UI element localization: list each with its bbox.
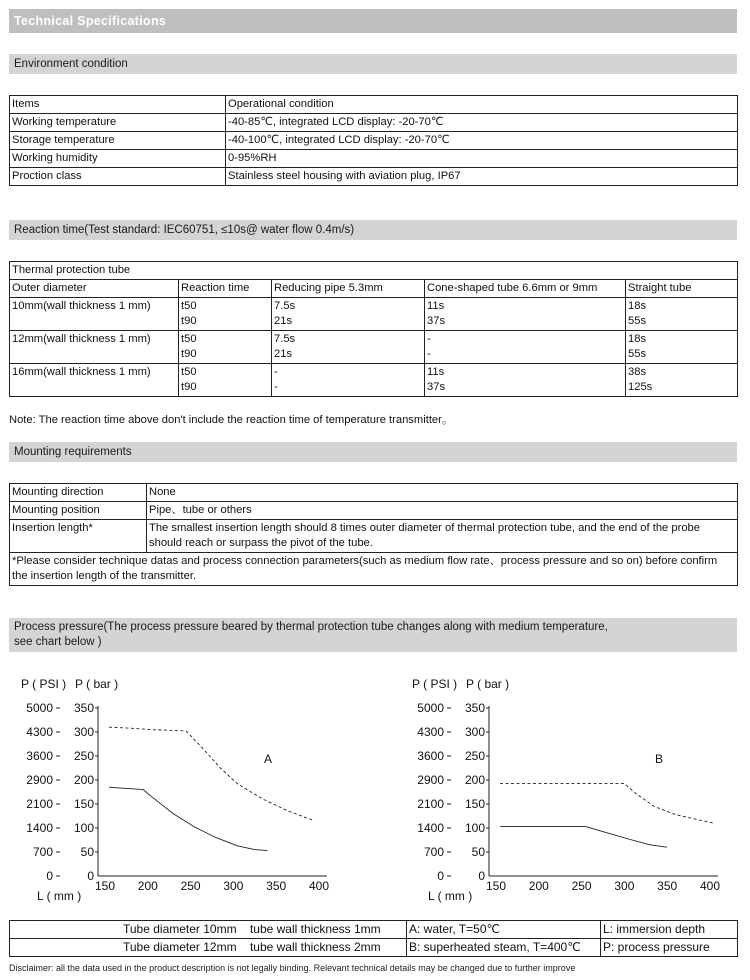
bar-tick-label: 0 — [87, 869, 94, 883]
bar-tick-label: 300 — [73, 725, 94, 739]
env-cell: 0-95%RH — [226, 150, 738, 168]
table-row — [10, 298, 738, 331]
x-axis-label: L ( mm ) — [37, 889, 82, 903]
psi-tick-label: 5000 — [417, 701, 444, 715]
x-tick-label: 250 — [180, 879, 201, 893]
env-cell: Operational condition — [226, 96, 738, 114]
value: 11s — [427, 366, 445, 378]
env-cell: Proction class — [10, 168, 226, 186]
psi-tick-label: 3600 — [417, 749, 444, 763]
x-tick-label: 200 — [528, 879, 549, 893]
psi-tick-label: 5000 — [26, 701, 53, 715]
psi-tick-label: 2900 — [26, 773, 53, 787]
t-label: t50 — [181, 300, 197, 312]
psi-tick-label: 700 — [32, 845, 53, 859]
psi-tick-label: 4300 — [26, 725, 53, 739]
bar-tick-label: 100 — [73, 821, 94, 835]
psi-tick-label: 700 — [423, 845, 444, 859]
page-title-text: Technical Specifications — [14, 14, 167, 28]
env-cell: Stainless steel housing with aviation plug, IP67 — [226, 168, 738, 186]
reaction-heading — [9, 220, 737, 240]
env-cell: Storage temperature — [10, 132, 226, 150]
legend-row — [10, 921, 738, 939]
t-label: t90 — [181, 315, 197, 327]
column-header: Outer diameter — [10, 280, 179, 298]
table-row — [10, 168, 738, 186]
series-line-solid — [500, 827, 667, 848]
straight-cell — [626, 298, 738, 331]
chart-b-svg — [400, 672, 730, 910]
psi-tick-label: 1400 — [417, 821, 444, 835]
table-row — [10, 520, 738, 553]
legend-diameter: Tube diameter 10mm — [123, 922, 237, 936]
psi-tick-label: 2900 — [417, 773, 444, 787]
t-label: t50 — [181, 333, 197, 345]
psi-tick-label: 2100 — [26, 797, 53, 811]
table-row — [10, 484, 738, 502]
table-row — [10, 150, 738, 168]
value: 55s — [628, 348, 647, 360]
x-tick-label: 150 — [485, 879, 507, 893]
y-axis-label-bar: P ( bar ) — [75, 677, 119, 691]
value: 55s — [628, 315, 647, 327]
legend-medium: A: water, T=50℃ — [407, 921, 601, 939]
value: 125s — [628, 381, 653, 393]
table-row — [10, 262, 738, 280]
y-axis-label-psi: P ( PSI ) — [21, 677, 67, 691]
legend-abbrev: L: immersion depth — [601, 921, 738, 939]
cone-cell — [425, 364, 626, 397]
t-label: t90 — [181, 381, 197, 393]
legend-row — [10, 939, 738, 957]
x-tick-label: 400 — [699, 879, 721, 893]
cone-cell — [425, 331, 626, 364]
diameter-cell: 12mm(wall thickness 1 mm) — [10, 331, 179, 364]
bar-tick-label: 350 — [464, 701, 485, 715]
legend-series-cell — [10, 921, 407, 939]
mounting-cell: None — [147, 484, 738, 502]
value: 11s — [427, 300, 445, 312]
chart-b — [400, 672, 730, 910]
reducing-cell — [272, 331, 425, 364]
mounting-heading-text: Mounting requirements — [14, 446, 132, 458]
legend-abbrev: P: process pressure — [601, 939, 738, 957]
environment-heading-text: Environment condition — [14, 58, 128, 70]
x-tick-label: 200 — [137, 879, 158, 893]
legend-wall: tube wall thickness 1mm — [249, 922, 381, 936]
legend-wall: tube wall thickness 2mm — [249, 940, 381, 954]
x-tick-label: 350 — [657, 879, 678, 893]
value: 37s — [427, 315, 446, 327]
reaction-table-title: Thermal protection tube — [10, 262, 738, 280]
chart-a-svg — [9, 672, 339, 910]
reaction-table — [9, 261, 738, 397]
series-line-solid — [109, 787, 267, 850]
mounting-cell: Mounting direction — [10, 484, 147, 502]
bar-tick-label: 50 — [471, 845, 485, 859]
t-label: t90 — [181, 348, 197, 360]
mounting-cell: Insertion length* — [10, 520, 147, 553]
x-tick-label: 400 — [308, 879, 330, 893]
y-axis-label-bar: P ( bar ) — [466, 677, 510, 691]
reaction-time-cell — [179, 364, 272, 397]
reaction-note: Note: The reaction time above don't include the reaction time of temperature transmitter。 — [9, 414, 454, 426]
psi-tick-label: 3600 — [26, 749, 53, 763]
x-tick-label: 250 — [571, 879, 592, 893]
value: 37s — [427, 381, 446, 393]
reaction-time-cell — [179, 298, 272, 331]
value: - — [427, 348, 431, 360]
diameter-cell: 10mm(wall thickness 1 mm) — [10, 298, 179, 331]
pressure-heading-line: see chart below ) — [14, 636, 102, 648]
value: 18s — [628, 333, 647, 345]
x-axis-label: L ( mm ) — [428, 889, 473, 903]
table-row — [10, 96, 738, 114]
x-tick-label: 150 — [94, 879, 116, 893]
reaction-time-cell — [179, 331, 272, 364]
bar-tick-label: 150 — [73, 797, 94, 811]
value: 7.5s — [274, 333, 296, 345]
env-cell: Working temperature — [10, 114, 226, 132]
value: 18s — [628, 300, 647, 312]
value: 38s — [628, 366, 647, 378]
straight-cell — [626, 331, 738, 364]
page-title — [9, 9, 737, 33]
column-header: Straight tube — [626, 280, 738, 298]
mounting-cell: The smallest insertion length should 8 times outer diameter of thermal protection tube, and the end of the probe should reach or surpass the pivot of the tube. — [147, 520, 738, 553]
value: - — [274, 381, 278, 393]
reducing-cell — [272, 364, 425, 397]
mounting-footnote: *Please consider technique datas and process connection parameters(such as medium flow rate、process pressure and so on) before confirm the insertion length of the transmitter. — [10, 553, 738, 586]
value: 21s — [274, 315, 293, 327]
value: 7.5s — [274, 300, 296, 312]
column-header: Reducing pipe 5.3mm — [272, 280, 425, 298]
pressure-heading-line: Process pressure(The process pressure beared by thermal protection tube changes along with medium temperature, — [14, 621, 608, 633]
pressure-heading — [9, 618, 737, 652]
x-tick-label: 300 — [614, 879, 635, 893]
cone-cell — [425, 298, 626, 331]
table-row — [10, 502, 738, 520]
env-cell: Items — [10, 96, 226, 114]
table-row — [10, 331, 738, 364]
x-tick-label: 350 — [266, 879, 287, 893]
environment-table — [9, 95, 738, 186]
legend-table — [9, 920, 738, 957]
bar-tick-label: 50 — [80, 845, 94, 859]
legend-diameter: Tube diameter 12mm — [123, 940, 237, 954]
mounting-heading — [9, 442, 737, 462]
column-header: Cone-shaped tube 6.6mm or 9mm — [425, 280, 626, 298]
mounting-cell: Mounting position — [10, 502, 147, 520]
chart-annotation: B — [655, 752, 664, 766]
bar-tick-label: 250 — [73, 749, 94, 763]
y-axis-label-psi: P ( PSI ) — [412, 677, 458, 691]
bar-tick-label: 200 — [464, 773, 485, 787]
disclaimer: Disclaimer: all the data used in the product description is not legally binding. Relevant technical details may be changed due to further improve — [9, 963, 576, 973]
value: 21s — [274, 348, 293, 360]
value: - — [274, 366, 278, 378]
legend-series-cell — [10, 939, 407, 957]
mounting-table — [9, 483, 738, 586]
column-header: Reaction time — [179, 280, 272, 298]
reducing-cell — [272, 298, 425, 331]
series-line-dashed — [109, 727, 314, 821]
bar-tick-label: 0 — [478, 869, 485, 883]
env-cell: Working humidity — [10, 150, 226, 168]
value: - — [427, 333, 431, 345]
bar-tick-label: 200 — [73, 773, 94, 787]
reaction-heading-text: Reaction time(Test standard: IEC60751, ≤10s@ water flow 0.4m/s) — [14, 224, 355, 236]
table-row — [10, 132, 738, 150]
environment-heading — [9, 54, 737, 74]
x-tick-label: 300 — [223, 879, 244, 893]
straight-cell — [626, 364, 738, 397]
bar-tick-label: 300 — [464, 725, 485, 739]
mounting-cell: Pipe、tube or others — [147, 502, 738, 520]
table-header-row — [10, 280, 738, 298]
psi-tick-label: 2100 — [417, 797, 444, 811]
bar-tick-label: 250 — [464, 749, 485, 763]
bar-tick-label: 100 — [464, 821, 485, 835]
psi-tick-label: 1400 — [26, 821, 53, 835]
series-line-dashed — [500, 783, 714, 823]
table-row — [10, 364, 738, 397]
table-row — [10, 114, 738, 132]
legend-medium: B: superheated steam, T=400℃ — [407, 939, 601, 957]
chart-annotation: A — [264, 752, 273, 766]
env-cell: -40-85℃, integrated LCD display: -20-70℃ — [226, 114, 738, 132]
psi-tick-label: 0 — [46, 869, 53, 883]
diameter-cell: 16mm(wall thickness 1 mm) — [10, 364, 179, 397]
env-cell: -40-100℃, integrated LCD display: -20-70℃ — [226, 132, 738, 150]
table-row — [10, 553, 738, 586]
chart-a — [9, 672, 339, 910]
t-label: t50 — [181, 366, 197, 378]
bar-tick-label: 150 — [464, 797, 485, 811]
psi-tick-label: 0 — [437, 869, 444, 883]
psi-tick-label: 4300 — [417, 725, 444, 739]
bar-tick-label: 350 — [73, 701, 94, 715]
